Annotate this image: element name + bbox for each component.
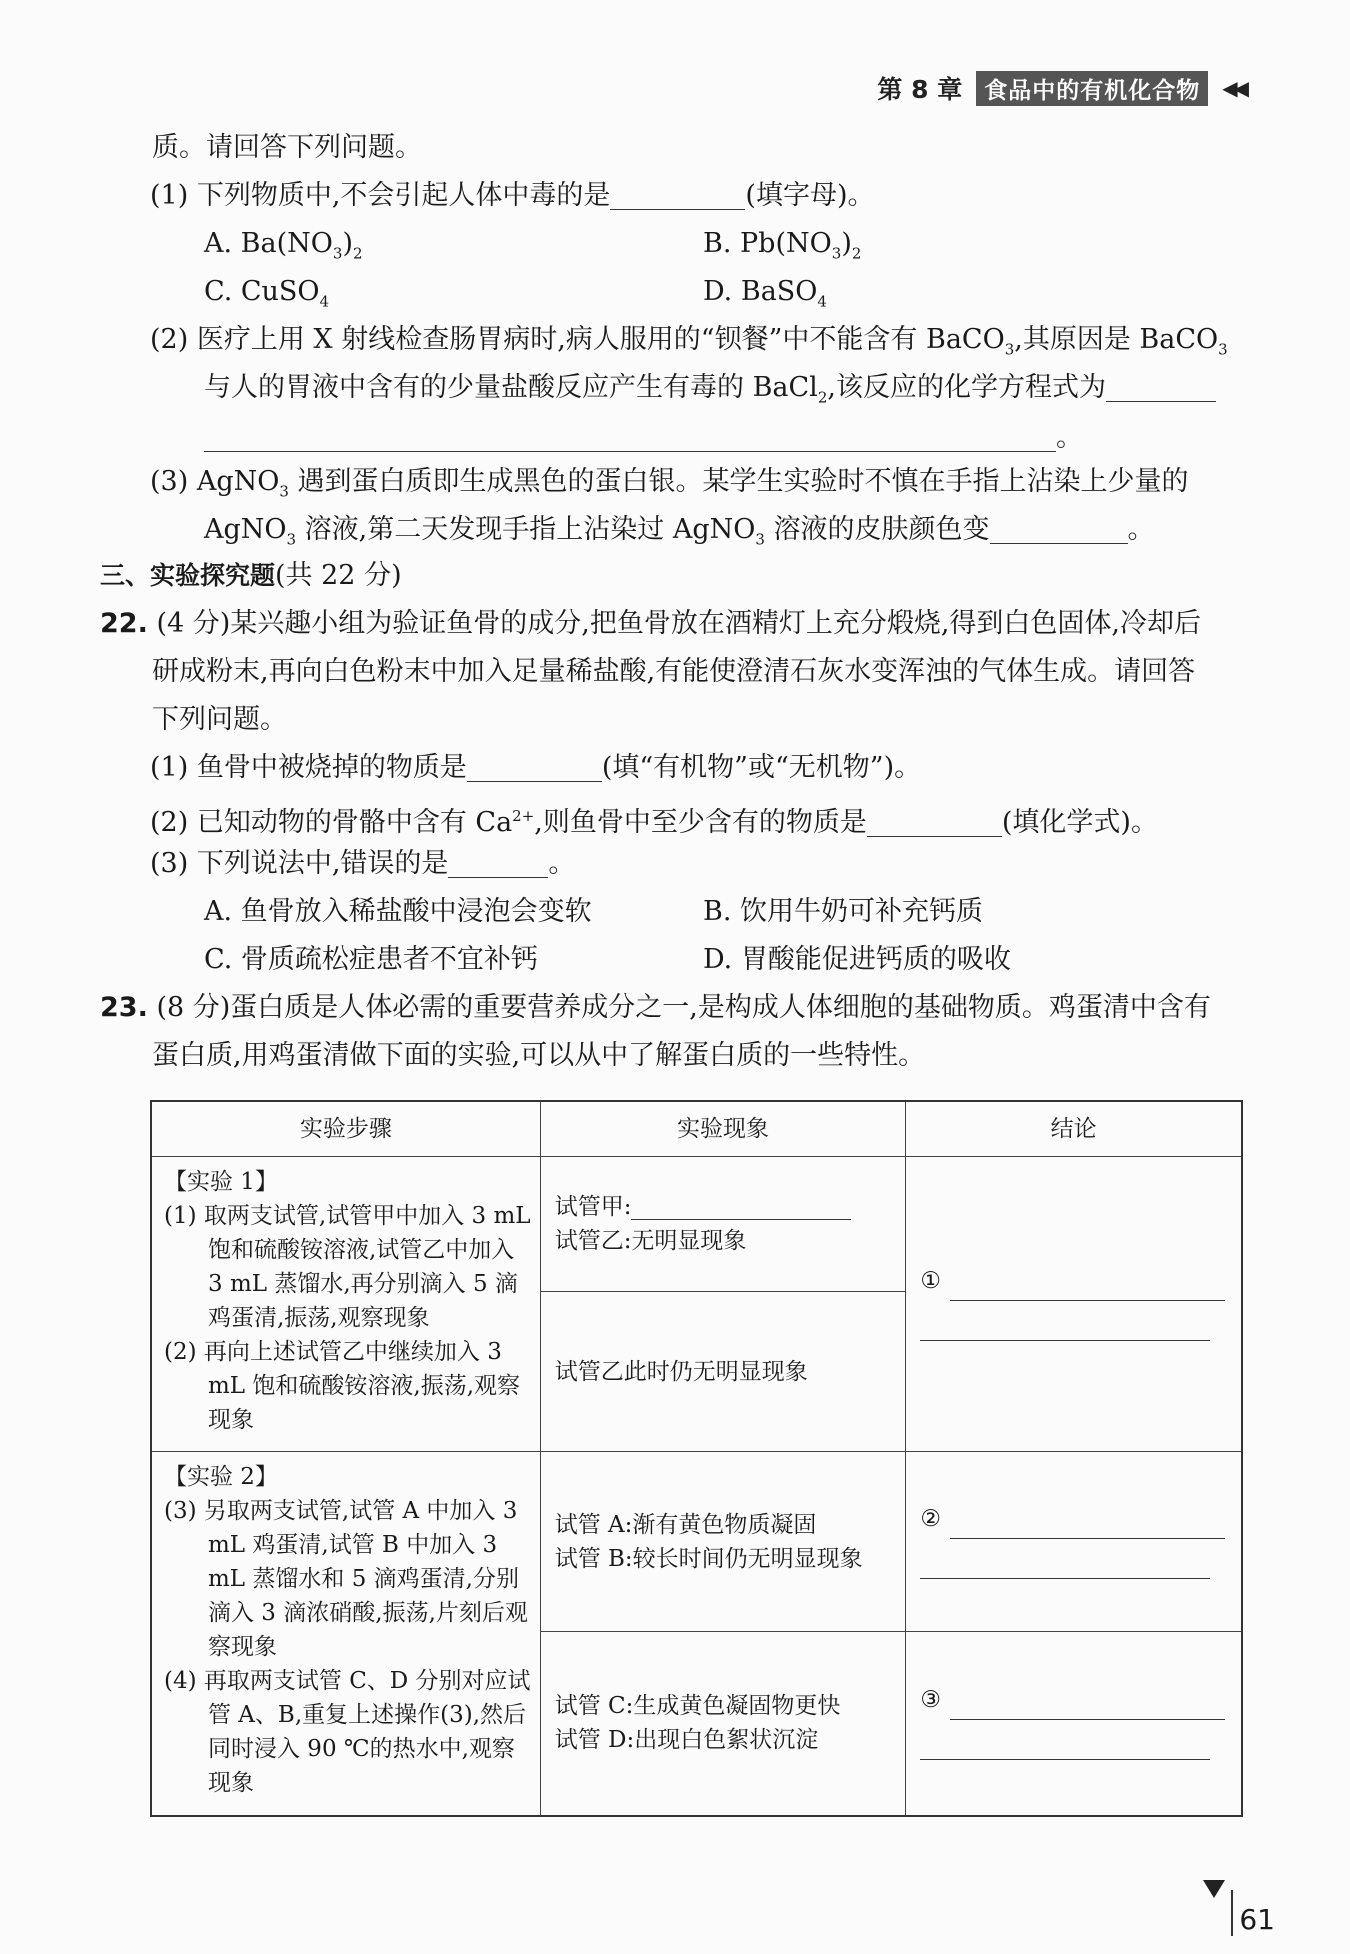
exp1-steps: 【实验 1】 (1) 取两支试管,试管甲中加入 3 mL 饱和硫酸铵溶液,试管乙中加入 3 mL 蒸馏水,再分别滴入 5 滴鸡蛋清,振荡,观察现象 (2) 再向上述试管乙中继续加入 3 mL 饱和硫酸铵溶液,振荡,观察现象: [151, 1157, 540, 1452]
divider: [1231, 1890, 1233, 1936]
q22-stem-line2: 研成粉末,再向白色粉末中加入足量稀盐酸,有能使澄清石灰水变浑浊的气体生成。请回答: [152, 656, 1196, 687]
header-conclusion: 结论: [906, 1101, 1242, 1157]
q23-stem-line1: 23. (8 分)蛋白质是人体必需的重要营养成分之一,是构成人体细胞的基础物质。鸡蛋清中含有: [100, 992, 1211, 1023]
exp1-observation-2: 试管乙此时仍无明显现象: [540, 1292, 906, 1452]
chapter-title: 食品中的有机化合物: [976, 71, 1208, 106]
q21-option-d: D. BaSO$_4$: [703, 276, 827, 311]
q22-option-a: A. 鱼骨放入稀盐酸中浸泡会变软: [204, 896, 592, 927]
table-row: [151, 1452, 1242, 1632]
exp2-steps: 【实验 2】 (3) 另取两支试管,试管 A 中加入 3 mL 鸡蛋清,试管 B 中加入 3 mL 蒸馏水和 5 滴鸡蛋清,分别滴入 3 滴浓硝酸,振荡,片刻后观察现象 (4) 再取两支试管 C、D 分别对应试管 A、B,重复上述操作(3),然后同时浸入 90 ℃的热水中,观察现象: [151, 1452, 540, 1816]
q22-option-b: B. 饮用牛奶可补充钙质: [703, 896, 984, 927]
page-number: 61: [1239, 1903, 1275, 1936]
q21-part3-line2: AgNO$_3$ 溶液,第二天发现手指上沾染过 AgNO$_3$ 溶液的皮肤颜色变 。: [204, 514, 1155, 549]
question-number: 22.: [100, 608, 148, 639]
answer-blank[interactable]: [867, 806, 1002, 837]
exp1-observation-1: 试管甲: 试管乙:无明显现象: [540, 1157, 906, 1292]
q21-part1: (1) 下列物质中,不会引起人体中毒的是 (填字母)。: [150, 180, 875, 211]
q22-part3: (3) 下列说法中,错误的是 。: [150, 848, 576, 879]
answer-blank[interactable]: [631, 1193, 851, 1220]
answer-blank[interactable]: [610, 179, 745, 210]
q21-part2-line3: 。: [204, 418, 1083, 458]
q22-part1: (1) 鱼骨中被烧掉的物质是 (填“有机物”或“无机物”)。: [150, 752, 922, 783]
q22-part2: (2) 已知动物的骨骼中含有 $Ca^{2+}$,则鱼骨中至少含有的物质是 (填化学式)。: [150, 807, 1158, 838]
table-row: [151, 1157, 1242, 1292]
answer-blank[interactable]: [448, 847, 548, 878]
q21-part2-line1: (2) 医疗上用 X 射线检查肠胃病时,病人服用的“钡餐”中不能含有 BaCO$_3$,其原因是 BaCO$_3$: [150, 324, 1228, 359]
q21-option-b: B. $Pb(NO_3)_2$: [703, 228, 862, 263]
q21-cont: 质。请回答下列问题。: [152, 132, 422, 163]
q21-part3-line1: (3) AgNO$_3$ 遇到蛋白质即生成黑色的蛋白银。某学生实验时不慎在手指上沾染上少量的: [150, 466, 1189, 501]
exp1-conclusion: ①: [906, 1157, 1242, 1452]
answer-blank[interactable]: [467, 751, 602, 782]
double-arrow-icon: ◀◀: [1222, 76, 1245, 100]
q22-option-c: C. 骨质疏松症患者不宜补钙: [204, 944, 538, 975]
chapter-header: [877, 70, 1245, 106]
exp2-conclusion-3: ③: [906, 1632, 1242, 1816]
answer-blank[interactable]: [990, 513, 1128, 544]
answer-blank[interactable]: [950, 1502, 1225, 1539]
q22-option-d: D. 胃酸能促进钙质的吸收: [703, 944, 1011, 975]
q21-option-c: C. CuSO$_4$: [204, 276, 330, 311]
section-heading: 三、实验探究题(共 22 分): [100, 560, 402, 591]
answer-blank[interactable]: [950, 1683, 1225, 1720]
answer-blank[interactable]: [950, 1264, 1225, 1301]
question-number: 23.: [100, 992, 148, 1023]
answer-blank[interactable]: [920, 1304, 1210, 1341]
header-steps: 实验步骤: [151, 1101, 540, 1157]
header-observations: 实验现象: [540, 1101, 906, 1157]
answer-blank[interactable]: [204, 421, 1056, 452]
exp2-observation-3: 试管 A:渐有黄色物质凝固 试管 B:较长时间仍无明显现象: [540, 1452, 906, 1632]
exp2-conclusion-2: ②: [906, 1452, 1242, 1632]
q21-option-a: A. $Ba(NO_3)_2$: [204, 228, 363, 263]
q21-part2-line2: 与人的胃液中含有的少量盐酸反应产生有毒的 BaCl$_2$,该反应的化学方程式为: [204, 368, 1216, 417]
q22-stem-line3: 下列问题。: [152, 704, 287, 735]
triangle-marker-icon: [1203, 1880, 1225, 1898]
exp2-observation-4: 试管 C:生成黄色凝固物更快 试管 D:出现白色絮状沉淀: [540, 1632, 906, 1816]
q22-stem-line1: 22. (4 分)某兴趣小组为验证鱼骨的成分,把鱼骨放在酒精灯上充分煅烧,得到白色固体,冷却后: [100, 608, 1202, 639]
experiment-table: [150, 1100, 1243, 1817]
table-header-row: [151, 1101, 1242, 1157]
answer-blank[interactable]: [920, 1542, 1210, 1579]
answer-blank[interactable]: [1106, 371, 1216, 402]
answer-blank[interactable]: [920, 1723, 1210, 1760]
chapter-number: 第 8 章: [877, 75, 963, 104]
q23-stem-line2: 蛋白质,用鸡蛋清做下面的实验,可以从中了解蛋白质的一些特性。: [152, 1040, 926, 1071]
page-footer: [1203, 1886, 1275, 1936]
